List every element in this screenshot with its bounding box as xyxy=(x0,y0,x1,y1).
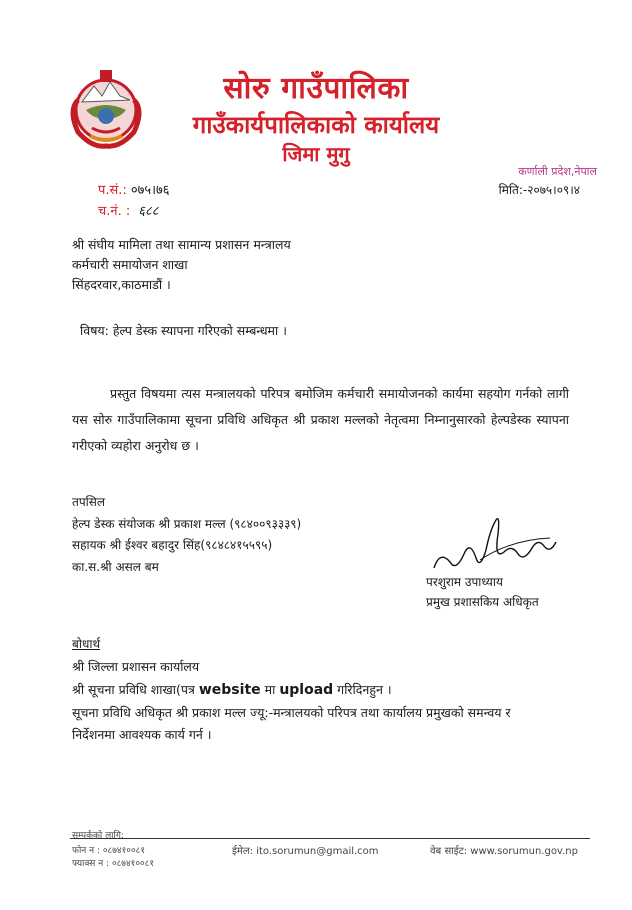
cc-line-2-mid: मा xyxy=(260,682,280,697)
listing-heading: तपसिल xyxy=(72,495,106,509)
cc-line-4: निर्देशनमा आवश्यक कार्य गर्न । xyxy=(72,727,212,742)
location: जिमा मुगु xyxy=(282,142,350,166)
signatory-title: प्रमुख प्रशासकिय अधिकृत xyxy=(426,595,539,609)
cc-upload-word: upload xyxy=(279,682,334,698)
footer-email: ईमेल: ito.sorumun@gmail.com xyxy=(232,846,379,857)
cc-line-3: सूचना प्रविधि अधिकृत श्री प्रकाश मल्ल ज्यू:-मन्त्रालयको परिपत्र तथा कार्यालय प्रमुखको समन्वय र xyxy=(72,705,511,720)
cc-line-1: श्री जिल्ला प्रशासन कार्यालय xyxy=(72,659,200,674)
listing-item: सहायक श्री ईश्वर बहादुर सिंह(९८४८४१५५९५) xyxy=(72,538,273,552)
recipient-line-2: कर्मचारी समायोजन शाखा xyxy=(72,257,188,272)
org-name: सोरु गाउँपालिका xyxy=(223,71,409,106)
subject-line: विषय: हेल्प डेस्क स्यापना गरिएको सम्बन्धमा । xyxy=(80,323,287,338)
signatory-name: परशुराम उपाध्याय xyxy=(426,575,503,589)
patra-label: प.सं.: xyxy=(98,183,127,198)
patra-sankhya xyxy=(98,180,170,198)
recipient-line-1: श्री संघीय मामिला तथा सामान्य प्रशासन मन्त्रालय xyxy=(72,237,291,252)
listing-item: का.स.श्री असल बम xyxy=(72,560,159,574)
footer-contact-label: सम्पर्कको लागि: xyxy=(72,831,124,841)
letter-date: मिति:-२०७५।०९।४ xyxy=(498,183,580,197)
office-name: गाउँकार्यपालिकाको कार्यालय xyxy=(192,111,440,139)
cc-line-2-post: गरिदिनहुन । xyxy=(333,682,392,697)
cc-line-2-pre: श्री सूचना प्रविधि शाखा(पत्र xyxy=(72,682,199,697)
body-text: प्रस्तुत विषयमा त्यस मन्त्रालयको परिपत्र बमोजिम कर्मचारी समायोजनको कार्यमा सहयोग गर्नको लागी यस सोरु गाउँपालिकामा सूचना प्रविधि अधिकृत श्री प्रकाश मल्लको नेतृत्वमा निम्नानुसारको हेल्पडेस्क स्यापना गरीएको व्यहोरा अनुरोध छ । xyxy=(72,386,569,453)
recipient-line-3: सिंहदरवार,काठमाडौं । xyxy=(72,277,171,292)
footer-divider xyxy=(70,838,590,839)
patra-value: ०७५।७६ xyxy=(130,183,170,198)
signature-icon xyxy=(420,510,560,580)
cc-website-word: website xyxy=(198,682,261,698)
body-paragraph xyxy=(72,381,569,459)
province-stamp: कर्णाली प्रदेश,नेपाल xyxy=(518,165,597,178)
footer-website: वेब साईट: www.sorumun.gov.np xyxy=(430,846,578,857)
listing-item: हेल्प डेस्क संयोजक श्री प्रकाश मल्ल (९८४००९३३३९) xyxy=(72,517,302,531)
footer-phone: फोन न : ०८७४१००८१ xyxy=(72,846,145,856)
cc-heading: बोधार्थ xyxy=(72,637,101,651)
footer-fax: फ्याक्स न : ०८७४१००८१ xyxy=(72,859,155,869)
chalani-value: ६८८ xyxy=(138,204,159,219)
chalani-number xyxy=(98,201,159,219)
cc-line-2 xyxy=(72,681,392,698)
chalani-label: च.नं. : xyxy=(98,204,131,219)
